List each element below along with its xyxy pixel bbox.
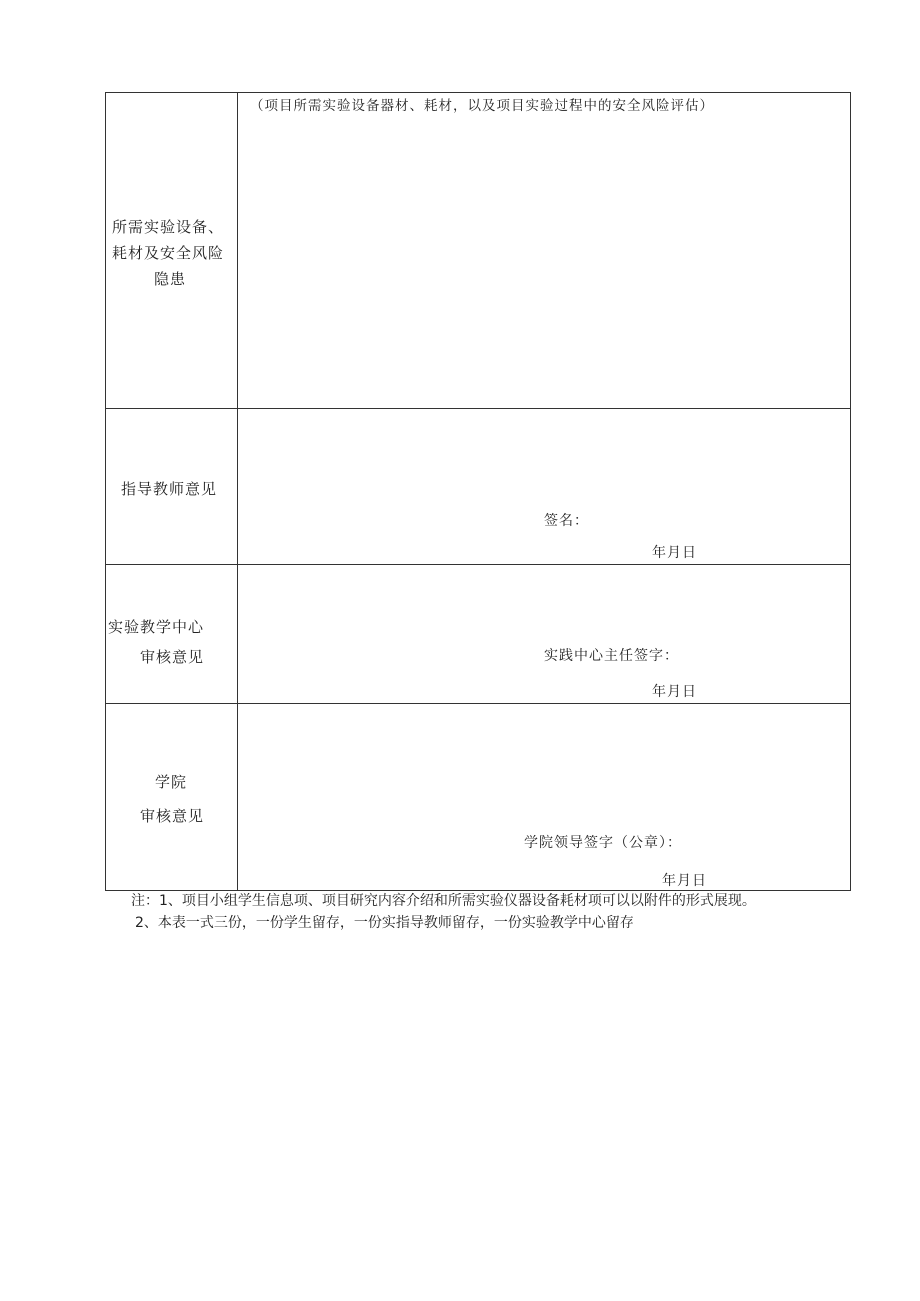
equipment-risk-label-line-2: 耗材及安全风险	[112, 244, 225, 262]
center-review-label-line-2: 审核意见	[140, 648, 205, 666]
center-review-row	[106, 565, 850, 704]
center-date-label: 年月日	[652, 684, 697, 700]
center-review-label-cell	[106, 565, 238, 703]
advisor-opinion-row	[106, 409, 850, 565]
equipment-risk-label-line-3: 隐患	[154, 270, 187, 288]
equipment-risk-label-cell	[106, 93, 238, 408]
footnote-1: 注：1、项目小组学生信息项、项目研究内容介绍和所需实验仪器设备耗材项可以以附件的形式展现。	[131, 893, 756, 909]
college-date-label: 年月日	[662, 873, 707, 889]
college-review-label-line-1: 学院	[155, 773, 188, 791]
advisor-date-label: 年月日	[652, 545, 697, 561]
equipment-risk-hint: （项目所需实验设备器材、耗材，以及项目实验过程中的安全风险评估）	[250, 98, 714, 114]
center-review-label-line-1: 实验教学中心	[108, 618, 205, 636]
center-director-signature-label: 实践中心主任签字：	[544, 648, 679, 664]
college-leader-signature-label: 学院领导签字（公章）：	[524, 835, 682, 851]
review-form-table	[105, 92, 851, 891]
college-review-label-line-2: 审核意见	[140, 807, 205, 825]
advisor-opinion-label: 指导教师意见	[121, 480, 218, 498]
college-review-label-cell	[106, 704, 238, 890]
equipment-risk-label-line-1: 所需实验设备、	[112, 218, 225, 236]
advisor-opinion-label-cell	[106, 409, 238, 564]
equipment-risk-row	[106, 93, 850, 409]
footnote-2: 2、本表一式三份，一份学生留存，一份实指导教师留存，一份实验教学中心留存	[135, 915, 634, 931]
college-review-row	[106, 704, 850, 890]
advisor-signature-label: 签名：	[544, 513, 589, 529]
